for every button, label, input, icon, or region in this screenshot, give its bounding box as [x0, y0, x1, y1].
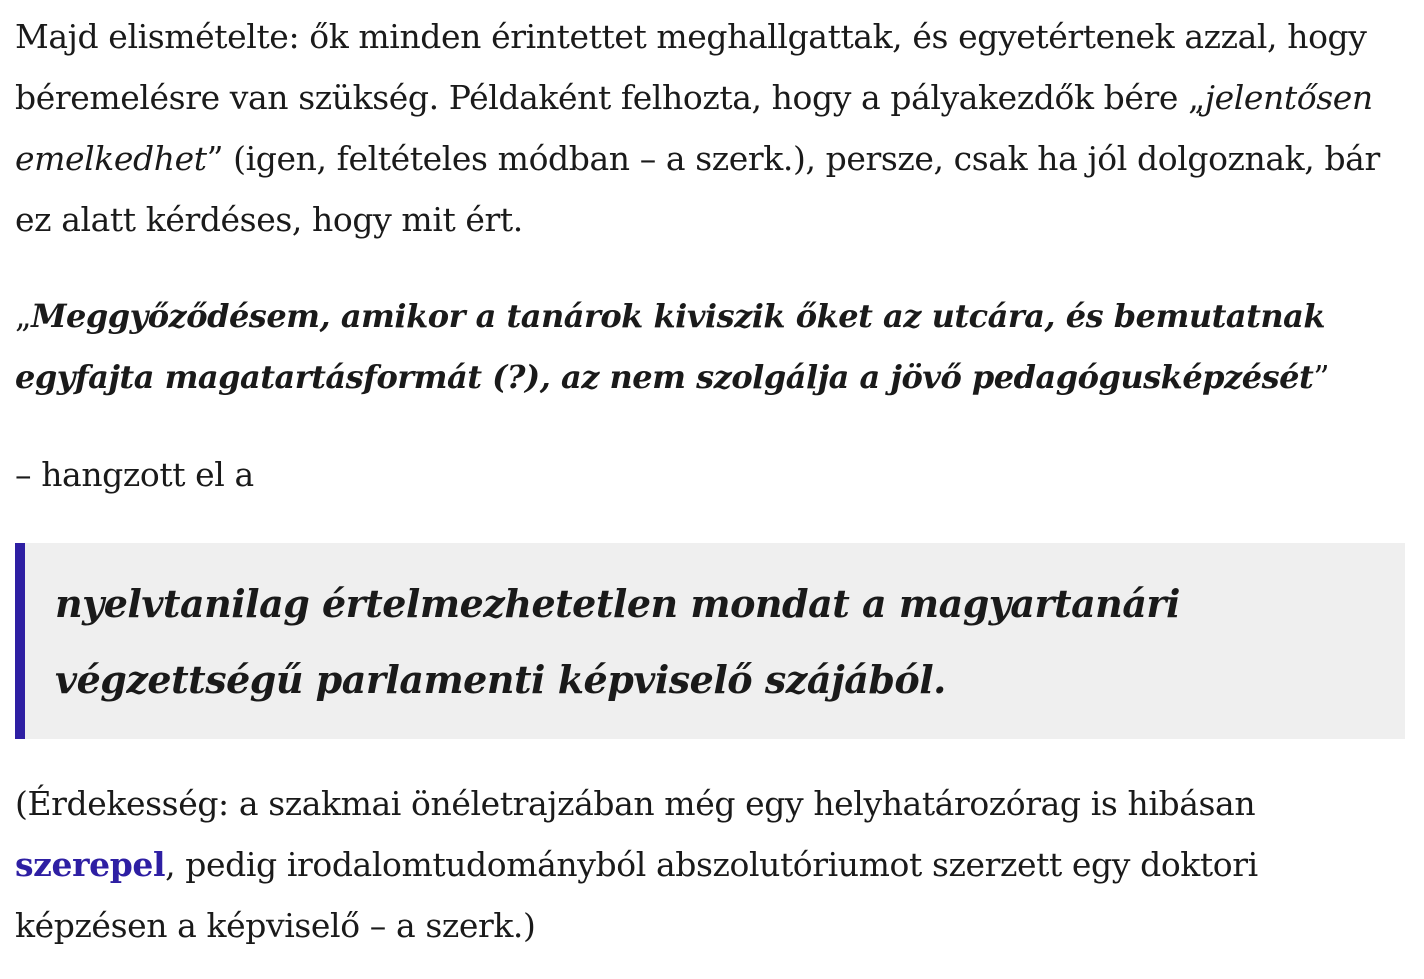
paragraph-intro	[15, 6, 1405, 250]
paragraph-note	[15, 773, 1405, 956]
article-body	[15, 6, 1405, 956]
szerepel-link[interactable]: szerepel	[15, 845, 166, 884]
quote-text: Meggyőződésem, amikor a tanárok kiviszik őket az utcára, és bemutatnak egyfajta magatartásformát (?), az nem szolgálja a jövő pedagógusképzését	[15, 297, 1326, 396]
paragraph-intro-text-end: ” (igen, feltételes módban – a szerk.), persze, csak ha jól dolgoznak, bár ez alatt kérdéses, hogy mit ért.	[15, 139, 1380, 239]
paragraph-note-text-end: , pedig irodalomtudományból abszolutóriumot szerzett egy doktori képzésen a képviselő – a szerk.)	[15, 845, 1258, 945]
quote-close-mark: ”	[1313, 358, 1330, 396]
paragraph-note-text-start: (Érdekesség: a szakmai önéletrajzában még egy helyhatározórag is hibásan	[15, 784, 1256, 823]
quote-open-mark: „	[15, 297, 32, 335]
pull-quote-text: nyelvtanilag értelmezhetetlen mondat a magyartanári végzettségű parlamenti képviselő szájából.	[55, 581, 1180, 702]
pull-quote-box	[15, 543, 1405, 739]
quote-paragraph	[15, 286, 1405, 408]
emphasis-text: jelentősen emelkedhet	[15, 78, 1373, 178]
paragraph-attribution: – hangzott el a	[15, 455, 254, 494]
paragraph-intro-text-start: Majd elismételte: ők minden érintettet meghallgattak, és egyetértenek azzal, hogy béremelésre van szükség. Példaként felhozta, hogy a pályakezdők bére „	[15, 17, 1367, 117]
